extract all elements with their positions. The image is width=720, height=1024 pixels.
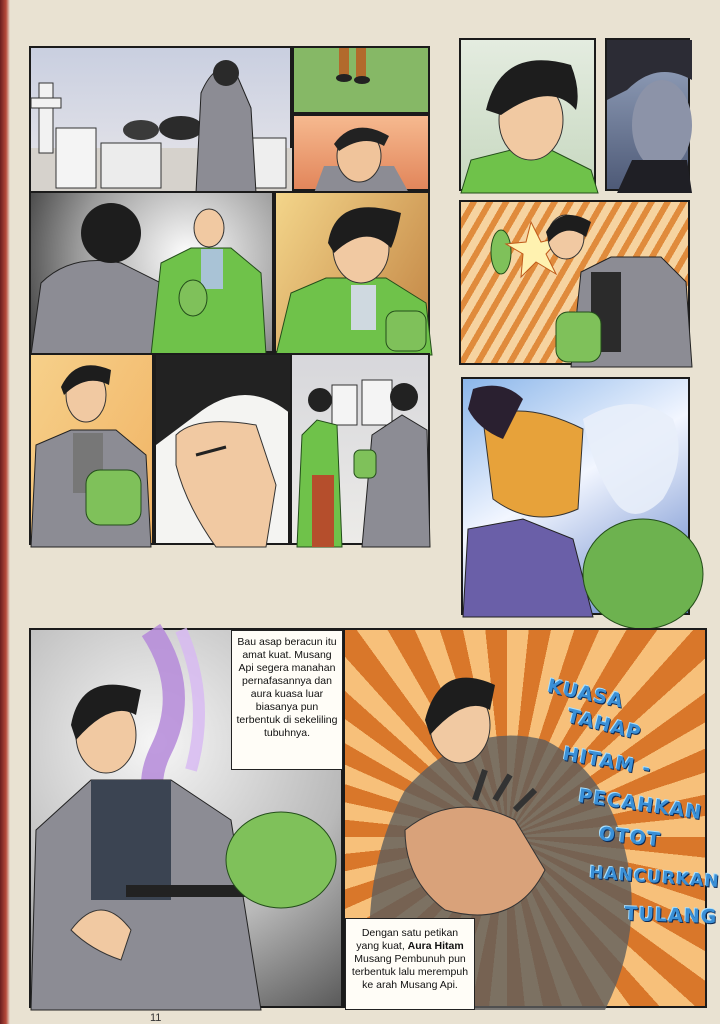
page-number: 11 — [150, 1012, 162, 1024]
caption-black-aura-post: Musang Pembunuh pun terbentuk lalu merempuh ke arah Musang Api. — [351, 953, 469, 991]
sfx-line-2: TAHAP — [564, 705, 644, 745]
cemetery-scene-art — [31, 48, 294, 193]
sfx-line-5: OTOT — [597, 823, 662, 852]
sfx-line-6: HANCURKAN — [588, 863, 720, 893]
panel-purple-smoke — [29, 628, 343, 1008]
caption-black-aura-pre: Dengan satu petikan yang kuat, — [356, 927, 459, 952]
panel-both-men-cemetery — [290, 353, 430, 545]
panel-grey-with-urn — [29, 353, 154, 545]
panel-grey-closeup — [605, 38, 690, 191]
panel-smoke-face — [461, 377, 690, 615]
panel-face-profile — [154, 353, 290, 545]
caption-poison-smoke: Bau asap beracun itu amat kuat. Musang Api segera manahan pernafasannya dan aura kuasa luar biasanya pun terbentuk di sekeliling tubuhnya. — [231, 630, 343, 770]
feet-art — [294, 48, 432, 116]
face-art — [294, 116, 432, 193]
both-men-art — [292, 355, 432, 547]
panel-urn-lid-pop — [459, 200, 690, 365]
panel-face-orange — [292, 114, 430, 191]
urn-lid-art — [461, 202, 692, 367]
smoke-face-art — [463, 379, 692, 617]
book-spine-edge — [0, 0, 10, 1024]
panel-green-holding-urn — [274, 191, 430, 353]
panel-green-face — [459, 38, 596, 191]
caption-black-aura-bold: Aura Hitam — [407, 940, 464, 952]
sfx-line-7: TULANG — [624, 903, 718, 929]
caption-black-aura — [345, 918, 475, 1010]
panel-grass-feet — [292, 46, 430, 114]
panel-cemetery-wide — [29, 46, 292, 191]
sfx-text-block — [545, 675, 720, 955]
green-urn-art — [276, 193, 432, 355]
panel-black-aura-burst — [343, 628, 720, 1008]
grey-closeup-art — [607, 40, 692, 193]
grey-urn-art — [31, 355, 156, 547]
profile-art — [156, 355, 292, 547]
confrontation-art — [31, 193, 276, 355]
sfx-line-3: HITAM - — [561, 743, 654, 781]
sfx-line-1: KUASA — [545, 675, 626, 713]
green-face-art — [461, 40, 598, 193]
sfx-line-4: PECAHKAN — [576, 785, 704, 825]
panel-confrontation — [29, 191, 274, 353]
